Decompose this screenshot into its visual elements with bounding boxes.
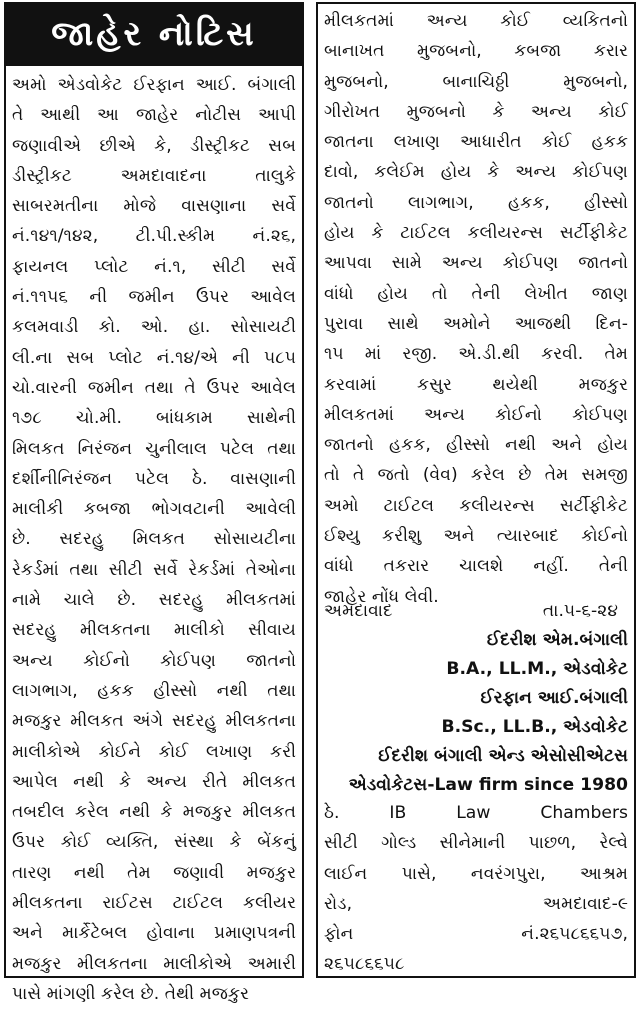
right-text-line: તો તે જતો (વેવ) કરેલ છે તેમ સમજી	[324, 465, 628, 486]
left-text-line: સાબરમતીના મોજે વાસણાના સર્વે	[12, 196, 296, 217]
right-text-line: જાતનો લાગભાગ, હકક, હીસ્સો	[324, 192, 628, 213]
address-line: ૨૬૫૮૬૬૫૮	[324, 954, 405, 975]
right-column-text	[324, 6, 628, 612]
left-text-line: ૧૭૮ ચો.મી. બાંધકામ સાથેની	[12, 408, 296, 429]
left-text-line: તે આથી આ જાહેર નોટીસ આપી	[12, 105, 296, 126]
left-text-line: અને માર્કેટેબલ હોવાના પ્રમાણપત્રની	[12, 923, 296, 944]
right-text-line: આપવા સામે અન્ય કોઈપણ જાતનો	[324, 253, 628, 274]
firm-name: ઈદરીશ બંગાલી એન્ડ એસોસીએટસ	[378, 746, 628, 766]
address-line: રોડ, અમદાવાદ-૯	[324, 893, 628, 914]
signatory-name-1: ઈદરીશ એમ.બંગાલી	[486, 630, 628, 650]
left-text-line: દર્શીનીનિરંજન પટેલ ઠે. વાસણાની	[12, 468, 296, 489]
left-text-line: ડીસ્ટ્રીકટ અમદાવાદના તાલુકે	[12, 165, 296, 186]
right-text-line: વાંધો તકરાર ચાલશે નહીં. તેની	[324, 556, 628, 577]
right-text-line: હોય કે ટાઈટલ કલીયરન્સ સર્ટીફીકેટ	[324, 223, 628, 244]
right-text-line: બાનાખત મુજબનો, કબજા કરાર	[324, 41, 628, 62]
firm-tagline: એડવોકેટસ-Law firm since 1980	[348, 775, 628, 795]
right-text-line: કરવામાં કસુર થયેથી મજકુર	[324, 374, 628, 395]
right-text-line: પુરાવા સાથે અમોને આજથી દિન-	[324, 313, 628, 334]
left-text-line: રેકર્ડમાં તથા સીટી સર્વે રેકર્ડમાં તેઓના	[12, 559, 296, 580]
left-text-line: આપેલ નથી કે અન્ય રીતે મીલકત	[12, 771, 296, 792]
right-text-line: વાંધો હોય તો તેની લેખીત જાણ	[324, 283, 628, 304]
right-text-line: દાવો, કલેઈમ હોય કે અન્ય કોઈપણ	[324, 162, 628, 183]
left-column-text	[12, 70, 296, 1009]
left-text-line: અમો એડવોકેટ ઈરફાન આઈ. બંગાલી	[12, 75, 296, 95]
right-text-line: જાતનો હકક, હીસ્સો નથી અને હોય	[324, 435, 628, 456]
right-text-line: મીલકતમાં અન્ય કોઈનો કોઈપણ	[324, 404, 628, 425]
left-text-line: મિલકત નિરંજન ચુનીલાલ પટેલ તથા	[12, 438, 296, 459]
left-text-line: માલીકોએ કોઈને કોઈ લખાણ કરી	[12, 741, 296, 762]
right-text-line: ૧૫ માં રજી. એ.ડી.થી કરવી. તેમ	[324, 344, 628, 365]
left-text-line: તબદીલ કરેલ નથી કે મજકુર મીલકત	[12, 802, 296, 823]
left-text-line: લી.ના સબ પ્લોટ નં.૧૪/એ ની ૫૮૫	[12, 347, 296, 368]
left-text-line: નામે ચાલે છે. સદરહુ મીલકતમાં	[12, 590, 296, 611]
right-text-line: મીલકતમાં અન્ય કોઈ વ્યકિતનો	[324, 11, 628, 31]
left-text-line: સદરહુ મીલકતના માલીકો સીવાય	[12, 620, 296, 641]
left-text-line: પાસે માંગણી કરેલ છે. તેથી મજકુર	[12, 983, 250, 1004]
left-text-line: નં.૧૧૫૬ ની જમીન ઉપર આવેલ	[12, 287, 296, 308]
left-text-line: ચો.વારની જમીન તથા તે ઉપર આવેલ	[12, 377, 296, 398]
signatory-qualification-2: B.Sc., LL.B., એડવોકેટ	[441, 717, 628, 737]
left-text-line: ઉપર કોઈ વ્યક્તિ, સંસ્થા કે બેંકનું	[12, 832, 296, 853]
left-text-line: મજકુર મીલકત અંગે સદરહુ મીલકતના	[12, 711, 296, 732]
address-block	[324, 798, 628, 980]
left-text-line: લાગભાગ, હકક હીસ્સો નથી તથા	[12, 680, 296, 701]
address-line: લાઈન પાસે, નવરંગપુરા, આશ્રમ	[324, 863, 628, 884]
signatory-name-2: ઈરફાન આઈ.બંગાલી	[480, 688, 628, 708]
left-text-line: માલીકી કબજા ભોગવટાની આવેલી	[12, 499, 296, 520]
right-text-line: અમો ટાઈટલ કલીયરન્સ સર્ટીફીકેટ	[324, 495, 628, 516]
address-line: ફોન નં.૨૬૫૮૬૬૫૭,	[324, 924, 628, 945]
right-text-line: જાહેર નોંધ લેવી.	[324, 586, 439, 607]
right-text-line: ગીરોખત મુજબનો કે અન્ય કોઈ	[324, 101, 628, 122]
notice-date: તા.૫-૬-૨૪	[542, 601, 618, 621]
left-text-line: કલમવાડી કો. ઓ. હા. સોસાયટી	[12, 317, 296, 338]
left-text-line: ફાયનલ પ્લોટ નં.૧, સીટી સર્વે	[12, 256, 296, 277]
address-line: ઠે. IB Law Chambers	[324, 803, 628, 823]
notice-title: જાહેર નોટિસ	[51, 14, 257, 54]
left-text-line: તારણ નથી તેમ જણાવી મજકુર	[12, 862, 296, 883]
left-text-line: અન્ય કોઈનો કોઈપણ જાતનો	[12, 650, 296, 671]
left-text-line: નં.૧૪૧/૧૪૨, ટી.પી.સ્કીમ નં.૨૬,	[12, 226, 296, 247]
place: અમદાવાદ	[324, 601, 393, 621]
right-text-line: મુજબનો, બાનાચિઠ્ઠી મુજબનો,	[324, 71, 628, 92]
left-text-line: છે. સદરહુ મિલકત સોસાયટીના	[12, 529, 296, 550]
right-text-line: ઈશ્યુ કરીશુ અને ત્યારબાદ કોઈનો	[324, 526, 628, 547]
left-text-line: મીલકતના રાઈટસ ટાઈટલ કલીયર	[12, 893, 296, 914]
signatory-qualification-1: B.A., LL.M., એડવોકેટ	[446, 659, 628, 679]
left-text-line: મજકુર મીલકતના માલીકોએ અમારી	[12, 953, 296, 974]
right-text-line: જાતના લખાણ આધારીત કોઈ હકક	[324, 132, 628, 153]
left-text-line: જણાવીએ છીએ કે, ડીસ્ટ્રીકટ સબ	[12, 135, 296, 156]
address-line: સીટી ગોલ્ડ સીનેમાની પાછળ, રેલ્વે	[324, 833, 628, 854]
